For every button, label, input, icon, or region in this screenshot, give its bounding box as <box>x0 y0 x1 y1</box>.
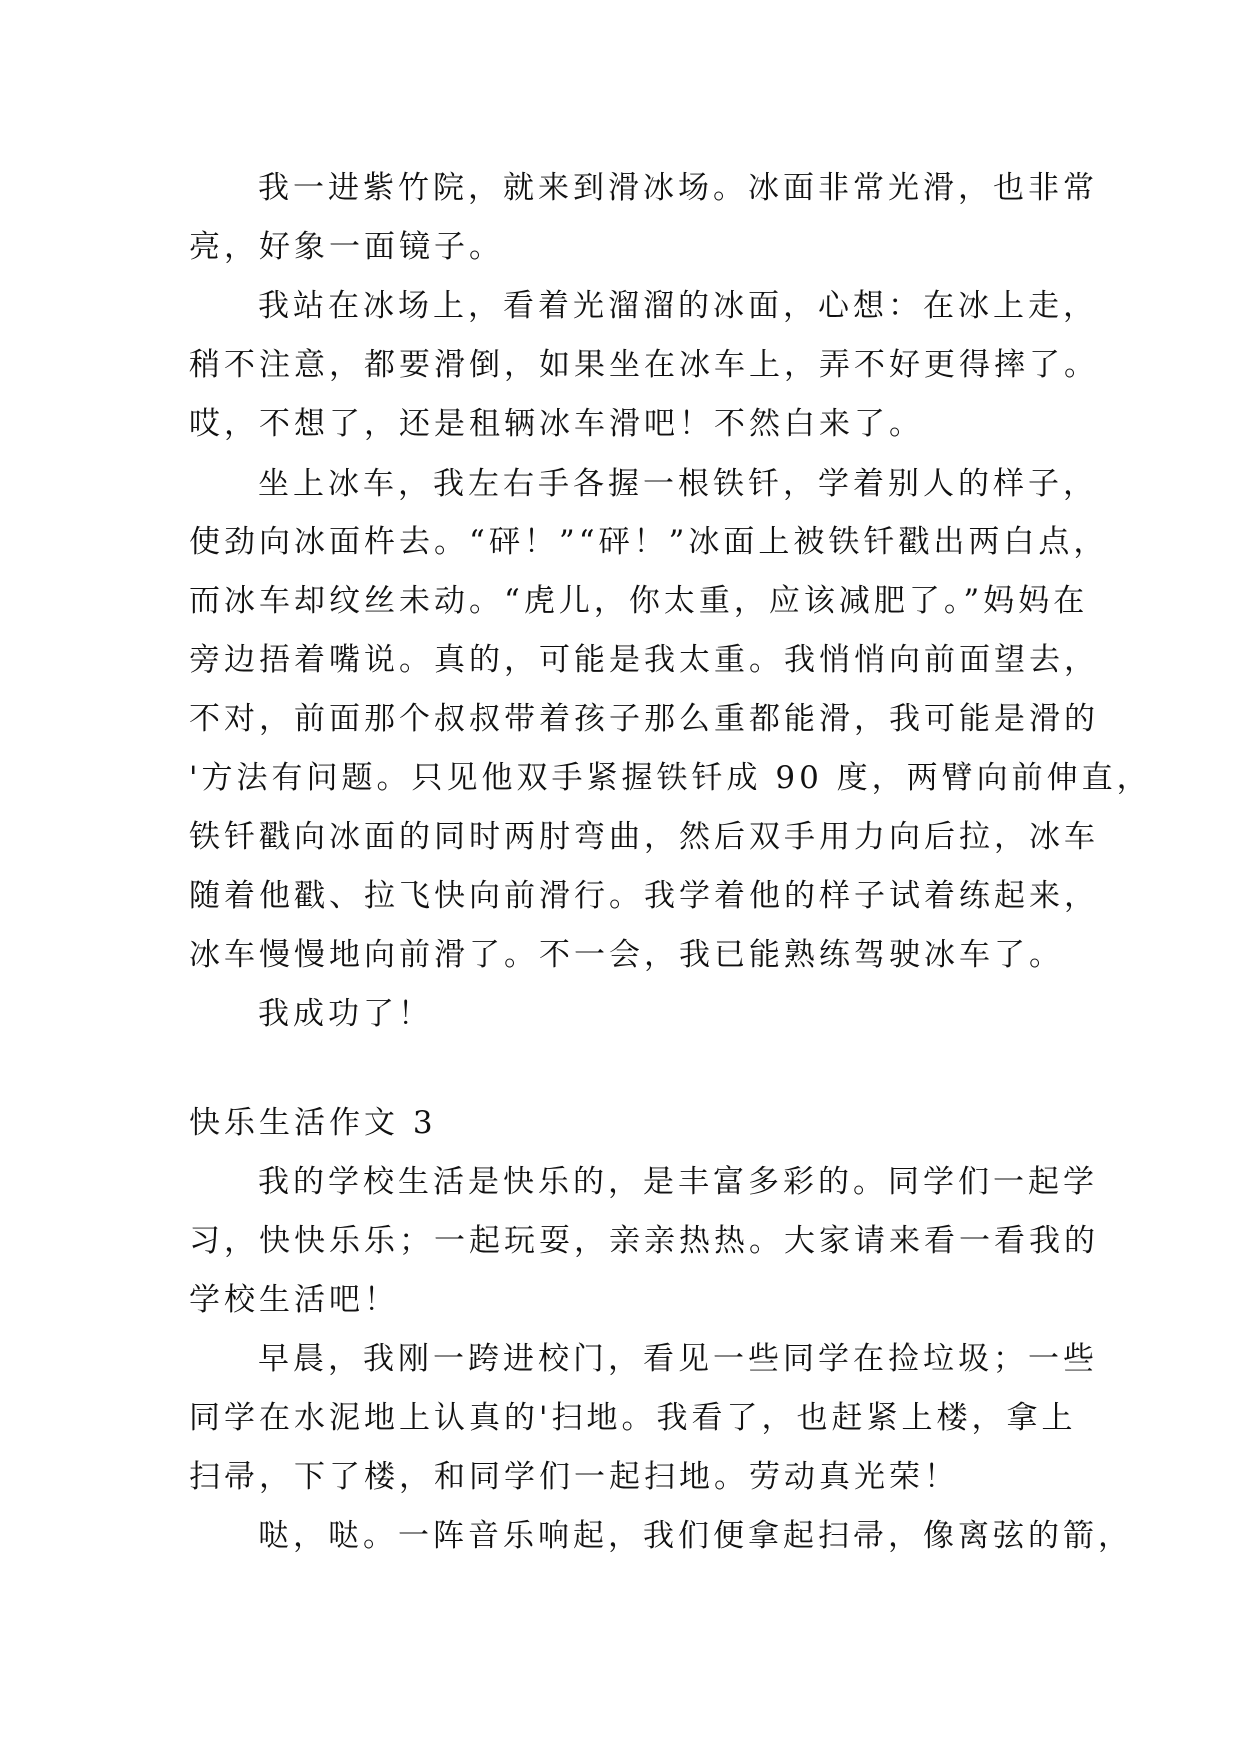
text-line: 我一进紫竹院，就来到滑冰场。冰面非常光滑，也非常 <box>258 170 1098 206</box>
text-line: 而冰车却纹丝未动。“虎儿，你太重，应该减肥了。”妈妈在 <box>189 583 1089 619</box>
text-line: 坐上冰车，我左右手各握一根铁钎，学着别人的样子， <box>258 466 1098 502</box>
text-line: 铁钎戳向冰面的同时两肘弯曲，然后双手用力向后拉，冰车 <box>189 819 1099 855</box>
text-line: 亮，好象一面镜子。 <box>189 229 504 265</box>
text-line: 使劲向冰面杵去。“砰！”“砰！”冰面上被铁钎戳出两白点， <box>189 524 1109 560</box>
text-line: 哎，不想了，还是租辆冰车滑吧！不然白来了。 <box>189 406 924 442</box>
text-line: 习，快快乐乐；一起玩耍，亲亲热热。大家请来看一看我的 <box>189 1223 1099 1259</box>
section-title: 快乐生活作文 3 <box>189 1105 437 1141</box>
text-line: 学校生活吧！ <box>189 1282 399 1318</box>
text-line: 同学在水泥地上认真的'扫地。我看了，也赶紧上楼，拿上 <box>189 1400 1077 1436</box>
text-line: 哒，哒。一阵音乐响起，我们便拿起扫帚，像离弦的箭， <box>258 1518 1133 1554</box>
text-line: 扫帚，下了楼，和同学们一起扫地。劳动真光荣！ <box>189 1459 959 1495</box>
text-line: 随着他戳、拉飞快向前滑行。我学着他的样子试着练起来， <box>189 878 1099 914</box>
text-line: 早晨，我刚一跨进校门，看见一些同学在捡垃圾；一些 <box>258 1341 1098 1377</box>
text-line: 我的学校生活是快乐的，是丰富多彩的。同学们一起学 <box>258 1164 1098 1200</box>
text-line: 稍不注意，都要滑倒，如果坐在冰车上，弄不好更得摔了。 <box>189 347 1099 383</box>
text-line: 不对，前面那个叔叔带着孩子那么重都能滑，我可能是滑的 <box>189 701 1099 737</box>
text-line: 冰车慢慢地向前滑了。不一会，我已能熟练驾驶冰车了。 <box>189 937 1064 973</box>
text-line: 我站在冰场上，看着光溜溜的冰面，心想：在冰上走， <box>258 288 1098 324</box>
text-line: 旁边捂着嘴说。真的，可能是我太重。我悄悄向前面望去， <box>189 642 1099 678</box>
text-line: 我成功了！ <box>258 996 433 1032</box>
text-line: '方法有问题。只见他双手紧握铁钎成 90 度，两臂向前伸直， <box>189 760 1152 796</box>
